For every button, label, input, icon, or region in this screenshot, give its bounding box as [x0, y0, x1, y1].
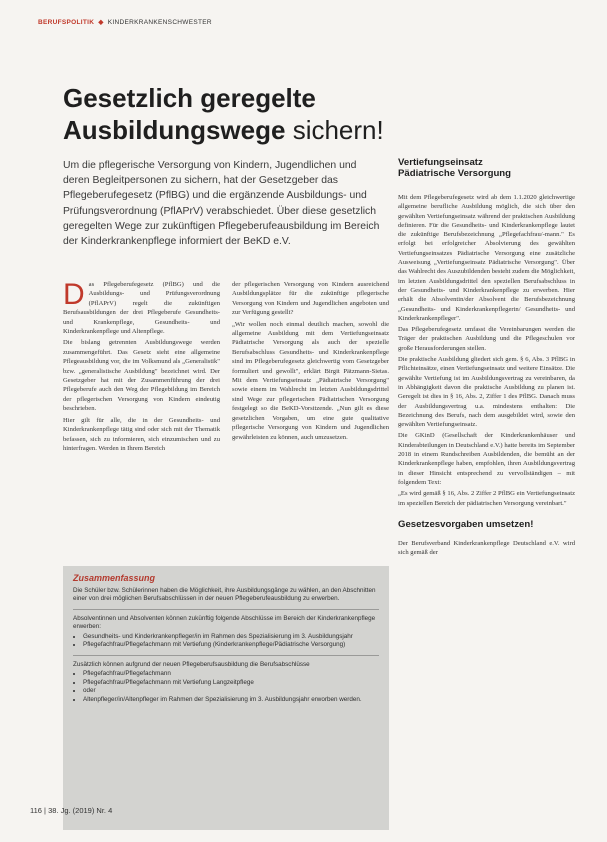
page-footer: 116 | 38. Jg. (2019) Nr. 4	[30, 806, 113, 815]
sidebar-paragraph: Das Pflegeberufegesetz umfasst die Vereinbarungen werden die Träger der praktischen Ausbildung und die Pflegeschulen vor große Herausforderungen stellen.	[398, 326, 575, 352]
headline-line1: Gesetzlich geregelte	[63, 83, 316, 113]
summary-intro: Die Schüler bzw. Schülerinnen haben die Möglichkeit, ihre Ausbildungsgänge zu wählen, an den Abschnitten einer von drei möglichen Berufsabschlüssen in der neuen Pflegeberufeausbildung zu erwerben.	[73, 586, 376, 602]
summary-block2-list	[73, 670, 379, 704]
lead-paragraph: Um die pflegerische Versorgung von Kindern, Jugendlichen und deren Begleitpersonen zu sichern, hat der Gesetzgeber das Pflegeberufegesetz (PflBG) und die ergänzende Ausbildungs- und Prüfungsverordnung (PflAPrV) verabschiedet. Über diese gesetzlich geregelten Wege zur zukünftigen Pflegeberufeausbildung im Bereich der Kinderkrankenpflege informiert der BeKD e.V.	[63, 160, 380, 248]
summary-divider	[73, 655, 379, 656]
list-item: • Pflegefachfrau/Pflegefachmann mit Vertiefung Langzeitpflege	[83, 679, 379, 688]
body-paragraph: „Wir wollen noch einmal deutlich machen, sowohl die allgemeine Ausbildung mit dem Vertiefungseinsatz Pädiatrische Versorgung als auch der spezielle Berufsabschluss Gesundheits- und Kinderkrankenpflege sind im Pflegeberufegesetz gleichwertig vom Gesetzgeber formuliert und gewollt", erklärt Birgit Pätzmann-Sietas. Mit dem Vertiefungseinsatz „Pädiatrische Versorgung" sowie einem im Wahlrecht im letzten Ausbildungsdrittel sind Wege zur pflegerischen Pädiatrischen Versorgung festgelegt so die BeKD-Vorsitzende. „Nun gilt es diese gesetzlichen Vorgaben, um eine gute qualitative pflegerische Versorgung von Kindern und Jugendlichen gewährleisten zu können, auch umzusetzen.	[232, 320, 389, 441]
summary-block1-intro: Absolventinnen und Absolventen können zukünftig folgende Abschlüsse im Bereich der Kinderkrankenpflege erwerben:	[73, 614, 376, 630]
sidebar-heading: Vertiefungseinsatz Pädiatrische Versorgung	[398, 157, 512, 179]
body-column-2	[232, 280, 389, 455]
article-headline	[63, 82, 443, 146]
sidebar-paragraph: „Es wird gemäß § 16, Abs. 2 Ziffer 2 PflBG ein Vertiefungseinsatz im speziellen Bereich der pädiatrischen Versorgung vereinbart."	[398, 490, 575, 507]
summary-title: Zusammenfassung	[73, 573, 156, 583]
body-paragraph: Die bislang getrennten Ausbildungswege werden zusammengeführt. Das Gesetz sieht eine allgemeine Pflegeausbildung vor, die im Volksmund als „Generalistik" bzw. „generalistische Ausbildung" bezeichnet wird. Der Gesetzgeber hat mit der Zusammenführung der drei Pflegeberufe auch den Weg der Pflegebildung im Bereich der pflegerischen Versorgung von Kindern eindeutig beschrieben.	[63, 339, 220, 413]
summary-block1-list	[73, 633, 379, 650]
body-paragraph: Hier gilt für alle, die in der Gesundheits- und Kinderkrankenpflege tätig sind oder sich mit der Thematik befassen, sich zu informieren, sich einzumischen und zu hinterfragen. Werden in Ihrem Bereich	[63, 416, 220, 452]
sidebar-heading-2: Gesetzesvorgaben umsetzen!	[398, 518, 534, 530]
list-item: • Pflegefachfrau/Pflegefachmann mit Vertiefung (Kinderkrankenpflege/Pädiatrische Versorgung)	[83, 641, 379, 650]
sidebar-paragraph: Der Berufsverband Kinderkrankenpflege Deutschland e.V. wird sich gemäß der	[398, 540, 575, 557]
headline-line2	[63, 114, 443, 146]
summary-divider	[73, 609, 379, 610]
body-paragraph: der pflegerischen Versorgung von Kindern ausreichend Ausbildungsplätze für die zukünftige pflegerische Versorgung von Kindern und Jugendlichen angeboten und zur Verfügung gestellt?	[232, 281, 389, 317]
sidebar-paragraph: Mit dem Pflegeberufegesetz wird ab dem 1.1.2020 gleichwertige allgemeine berufliche Ausbildung möglich, die sich über den gewählten Vertiefungseinsatz während der praktischen Ausbildung definieren. Für die Gesundheits- und Kinderkrankenpflege lautet die zukünftige Berufsbezeichnung „Pflegefachfrau/-mann." Es erfolgt bei erfolgreicher Absolvierung des gewählten Vertiefungseinsatzes Pädiatrische Versorgung eine zusätzliche Ausweisung „Vertiefungseinsatz Pädiatrische Versorgung". Über das Wahlrecht des Auszubildenden besteht zudem die Möglichkeit, im letzten Ausbildungsdrittel den speziellen Berufsabschluss in der Gesundheits- und Kinderkrankenpflege zu erwerben. Hier erhält die Absolventin/der Absolvent die Berufsbezeichnung „Gesundheits- und Kinderkrankenpflegerin/ Gesundheits- und Kinderkrankenpfleger".	[398, 194, 575, 322]
list-item: • oder	[83, 687, 379, 696]
list-item: • Altenpfleger/in/Altenpfleger im Rahmen der Spezialisierung im 3. Ausbildungsjahr erworben werden.	[83, 696, 379, 705]
kicker-section: BERUFSPOLITIK	[38, 19, 95, 26]
drop-cap: D	[63, 278, 85, 311]
list-item: • Gesundheits- und Kinderkrankenpfleger/in im Rahmen des Spezialisierung im 3. Ausbildungsjahr	[83, 633, 379, 642]
article-body	[63, 280, 389, 455]
headline-line2-rest: sichern!	[285, 115, 384, 145]
sidebar-paragraph: Die praktische Ausbildung gliedert sich gem. § 6, Abs. 3 PflBG in Pflichteinsätze, einen Vertiefungseinsatz und weitere Einsätze. Die gewählte Vertiefung ist im Ausbildungsvertrag zu vereinbaren, da in Abhängigkeit davon die praktische Ausbildung zu planen ist. Geregelt ist dies in § 16, Abs. 2, Ziffer 1 des PflBG. Danach muss der Ausbildungsvertrag u.a. mindestens enthalten: Die Bezeichnung des Berufs, nach dem ausgebildet wird, sowie den gewählten Vertiefungseinsatz.	[398, 356, 575, 429]
summary-box	[63, 566, 389, 830]
body-paragraph: Das Pflegeberufegesetz (PflBG) und die Ausbildungs- und Prüfungsverordnung (PflAPrV) regelt die zukünftigen Berufsausbildungen der drei Pflegeberufe Gesundheits- und Krankenpflege, Gesundheits- und Kinderkrankenpflege und Altenpflege.	[63, 278, 220, 336]
kicker-subsection: KINDERKRANKENSCHWESTER	[107, 19, 212, 26]
body-column-1	[63, 280, 220, 455]
sidebar-paragraph: Die GKinD (Gesellschaft der Kinderkrankenhäuser und Kinderabteilungen in Deutschland e.V.) hatte bereits im September 2018 in einem Rundschreiben Ausbildenden, die bemüht an der Kinderkrankenpflege haben, empfohlen, ihren Ausbildungsvertrag in dieser Hinsicht entsprechend zu vervollständigen – mit folgendem Text:	[398, 432, 575, 486]
sidebar-column	[398, 157, 575, 560]
list-item: • Pflegefachfrau/Pflegefachmann	[83, 670, 379, 679]
kicker-diamond-icon: ◆	[98, 19, 104, 26]
section-kicker	[38, 18, 212, 26]
summary-block2-intro: Zusätzlich können aufgrund der neuen Pflegeberufsausbildung die Berufsabschlüsse	[73, 660, 310, 668]
headline-line2-bold: Ausbildungswege	[63, 115, 286, 145]
